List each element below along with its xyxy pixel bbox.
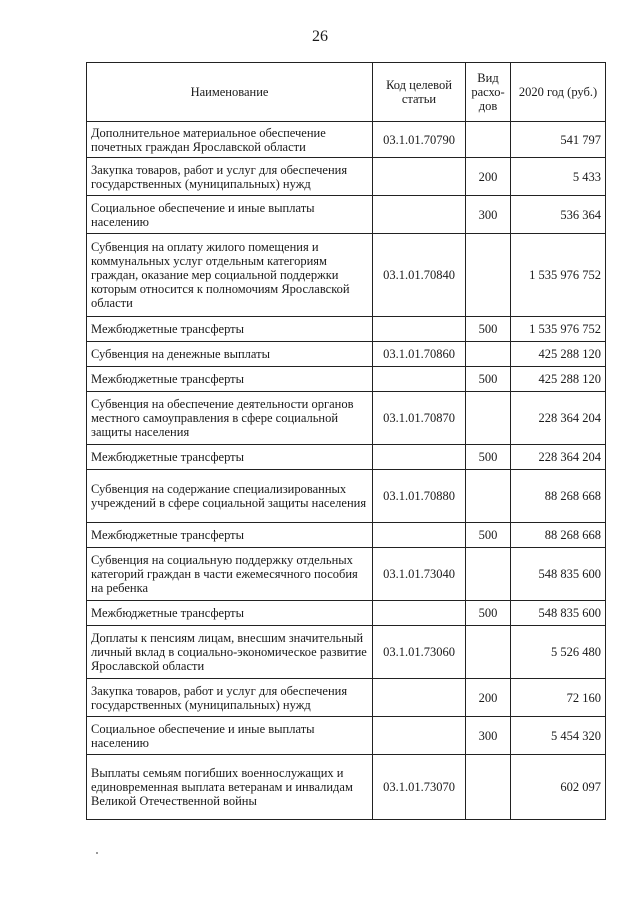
row-name: Субвенция на содержание специализированных учреждений в сфере социальной защиты населения [87, 470, 373, 523]
row-amount: 72 160 [511, 679, 606, 717]
page-number: 26 [312, 28, 328, 45]
row-code: 03.1.01.70880 [373, 470, 466, 523]
table-row [87, 158, 606, 196]
row-type: 200 [466, 158, 511, 196]
header-name: Наименование [87, 63, 373, 122]
row-type: 300 [466, 717, 511, 755]
table-row [87, 317, 606, 342]
row-type [466, 626, 511, 679]
row-code: 03.1.01.73040 [373, 548, 466, 601]
table-header-row [87, 63, 606, 122]
row-amount: 5 526 480 [511, 626, 606, 679]
table-row [87, 445, 606, 470]
scan-speck [96, 852, 98, 854]
table-row [87, 122, 606, 158]
row-name: Социальное обеспечение и иные выплаты населению [87, 717, 373, 755]
row-name: Закупка товаров, работ и услуг для обеспечения государственных (муниципальных) нужд [87, 679, 373, 717]
row-type: 300 [466, 196, 511, 234]
row-amount: 548 835 600 [511, 548, 606, 601]
table-row [87, 470, 606, 523]
table-row [87, 679, 606, 717]
header-code: Код целевой статьи [373, 63, 466, 122]
table-row [87, 392, 606, 445]
row-name: Межбюджетные трансферты [87, 367, 373, 392]
row-amount: 88 268 668 [511, 470, 606, 523]
row-code [373, 523, 466, 548]
row-code [373, 367, 466, 392]
row-type [466, 548, 511, 601]
header-type: Вид расхо-дов [466, 63, 511, 122]
row-name: Субвенция на оплату жилого помещения и коммунальных услуг отдельным категориям граждан, оказание мер социальной поддержки которым относится к полномочиям Ярославской области [87, 234, 373, 317]
row-code [373, 445, 466, 470]
table-row [87, 601, 606, 626]
row-name: Доплаты к пенсиям лицам, внесшим значительный личный вклад в социально-экономическое развитие Ярославской области [87, 626, 373, 679]
row-type [466, 122, 511, 158]
row-code: 03.1.01.70860 [373, 342, 466, 367]
row-amount: 602 097 [511, 755, 606, 820]
row-code [373, 679, 466, 717]
table-row [87, 342, 606, 367]
row-name: Межбюджетные трансферты [87, 601, 373, 626]
row-name: Социальное обеспечение и иные выплаты населению [87, 196, 373, 234]
row-amount: 541 797 [511, 122, 606, 158]
row-code: 03.1.01.73070 [373, 755, 466, 820]
row-type: 200 [466, 679, 511, 717]
row-code [373, 601, 466, 626]
row-type: 500 [466, 317, 511, 342]
row-type [466, 755, 511, 820]
row-name: Межбюджетные трансферты [87, 317, 373, 342]
row-amount: 5 433 [511, 158, 606, 196]
row-name: Субвенция на денежные выплаты [87, 342, 373, 367]
table-row [87, 234, 606, 317]
row-amount: 5 454 320 [511, 717, 606, 755]
row-type [466, 470, 511, 523]
budget-table [86, 62, 606, 820]
row-amount: 228 364 204 [511, 445, 606, 470]
row-name: Закупка товаров, работ и услуг для обеспечения государственных (муниципальных) нужд [87, 158, 373, 196]
row-code: 03.1.01.70840 [373, 234, 466, 317]
row-name: Межбюджетные трансферты [87, 523, 373, 548]
header-amount: 2020 год (руб.) [511, 63, 606, 122]
row-type: 500 [466, 445, 511, 470]
row-name: Межбюджетные трансферты [87, 445, 373, 470]
row-code: 03.1.01.70790 [373, 122, 466, 158]
row-type [466, 392, 511, 445]
row-amount: 536 364 [511, 196, 606, 234]
row-name: Выплаты семьям погибших военнослужащих и единовременная выплата ветеранам и инвалидам Великой Отечественной войны [87, 755, 373, 820]
row-amount: 1 535 976 752 [511, 234, 606, 317]
row-amount: 425 288 120 [511, 342, 606, 367]
row-amount: 1 535 976 752 [511, 317, 606, 342]
row-amount: 425 288 120 [511, 367, 606, 392]
row-name: Субвенция на обеспечение деятельности органов местного самоуправления в сфере социальной защиты населения [87, 392, 373, 445]
row-name: Субвенция на социальную поддержку отдельных категорий граждан в части ежемесячного пособия на ребенка [87, 548, 373, 601]
row-code: 03.1.01.73060 [373, 626, 466, 679]
table-row [87, 523, 606, 548]
row-code [373, 196, 466, 234]
table-row [87, 548, 606, 601]
row-amount: 228 364 204 [511, 392, 606, 445]
table-row [87, 367, 606, 392]
row-type [466, 342, 511, 367]
table-row [87, 626, 606, 679]
row-amount: 548 835 600 [511, 601, 606, 626]
row-type: 500 [466, 601, 511, 626]
row-type: 500 [466, 367, 511, 392]
table-row [87, 196, 606, 234]
row-name: Дополнительное материальное обеспечение почетных граждан Ярославской области [87, 122, 373, 158]
row-type: 500 [466, 523, 511, 548]
table-row [87, 717, 606, 755]
row-code [373, 158, 466, 196]
table-row [87, 755, 606, 820]
row-amount: 88 268 668 [511, 523, 606, 548]
row-code [373, 717, 466, 755]
row-type [466, 234, 511, 317]
row-code: 03.1.01.70870 [373, 392, 466, 445]
row-code [373, 317, 466, 342]
